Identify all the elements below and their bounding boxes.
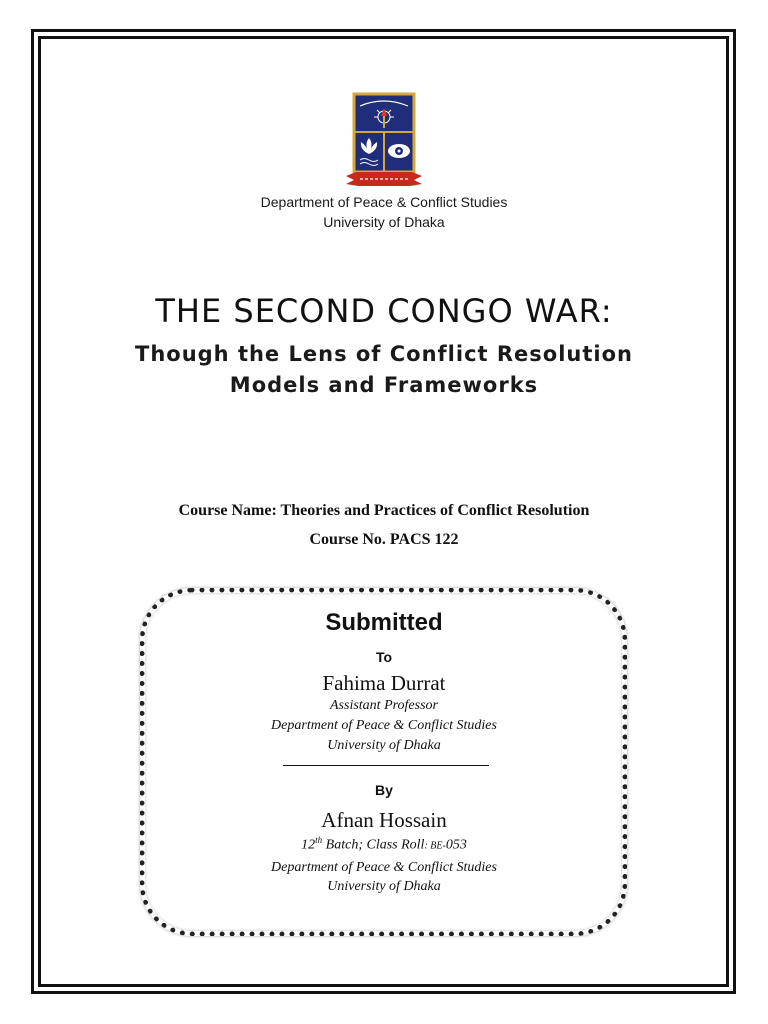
batch-number: 12 — [301, 837, 316, 853]
roll-number: 053 — [445, 837, 467, 853]
document-title: THE SECOND CONGO WAR: — [155, 292, 613, 330]
student-name: Afnan Hossain — [321, 808, 447, 832]
submitted-heading: Submitted — [325, 609, 443, 636]
university-logo — [344, 92, 424, 192]
teacher-university: University of Dhaka — [327, 738, 441, 753]
student-department: Department of Peace & Conflict Studies — [271, 860, 497, 875]
divider-line — [283, 765, 489, 766]
to-label: To — [375, 649, 393, 665]
department-name: Department of Peace & Conflict Studies — [260, 194, 508, 210]
student-batch-roll — [0, 835, 768, 854]
by-label: By — [375, 782, 393, 798]
subtitle-line-1: Though the Lens of Conflict Resolution — [135, 342, 633, 366]
batch-suffix: th — [315, 835, 323, 845]
document-subtitle — [0, 339, 768, 401]
student-university: University of Dhaka — [327, 879, 441, 894]
subtitle-line-2: Models and Frameworks — [229, 373, 539, 397]
course-number: Course No. PACS 122 — [309, 531, 459, 548]
teacher-department: Department of Peace & Conflict Studies — [271, 718, 497, 733]
department-header — [0, 192, 768, 232]
teacher-name: Fahima Durrat — [322, 671, 446, 695]
roll-prefix: : BE- — [424, 840, 446, 852]
teacher-designation: Assistant Professor — [330, 698, 438, 713]
course-name: Course Name: Theories and Practices of Conflict Resolution — [178, 502, 590, 519]
batch-text: Batch; Class Roll — [322, 837, 425, 853]
university-name: University of Dhaka — [323, 214, 445, 230]
